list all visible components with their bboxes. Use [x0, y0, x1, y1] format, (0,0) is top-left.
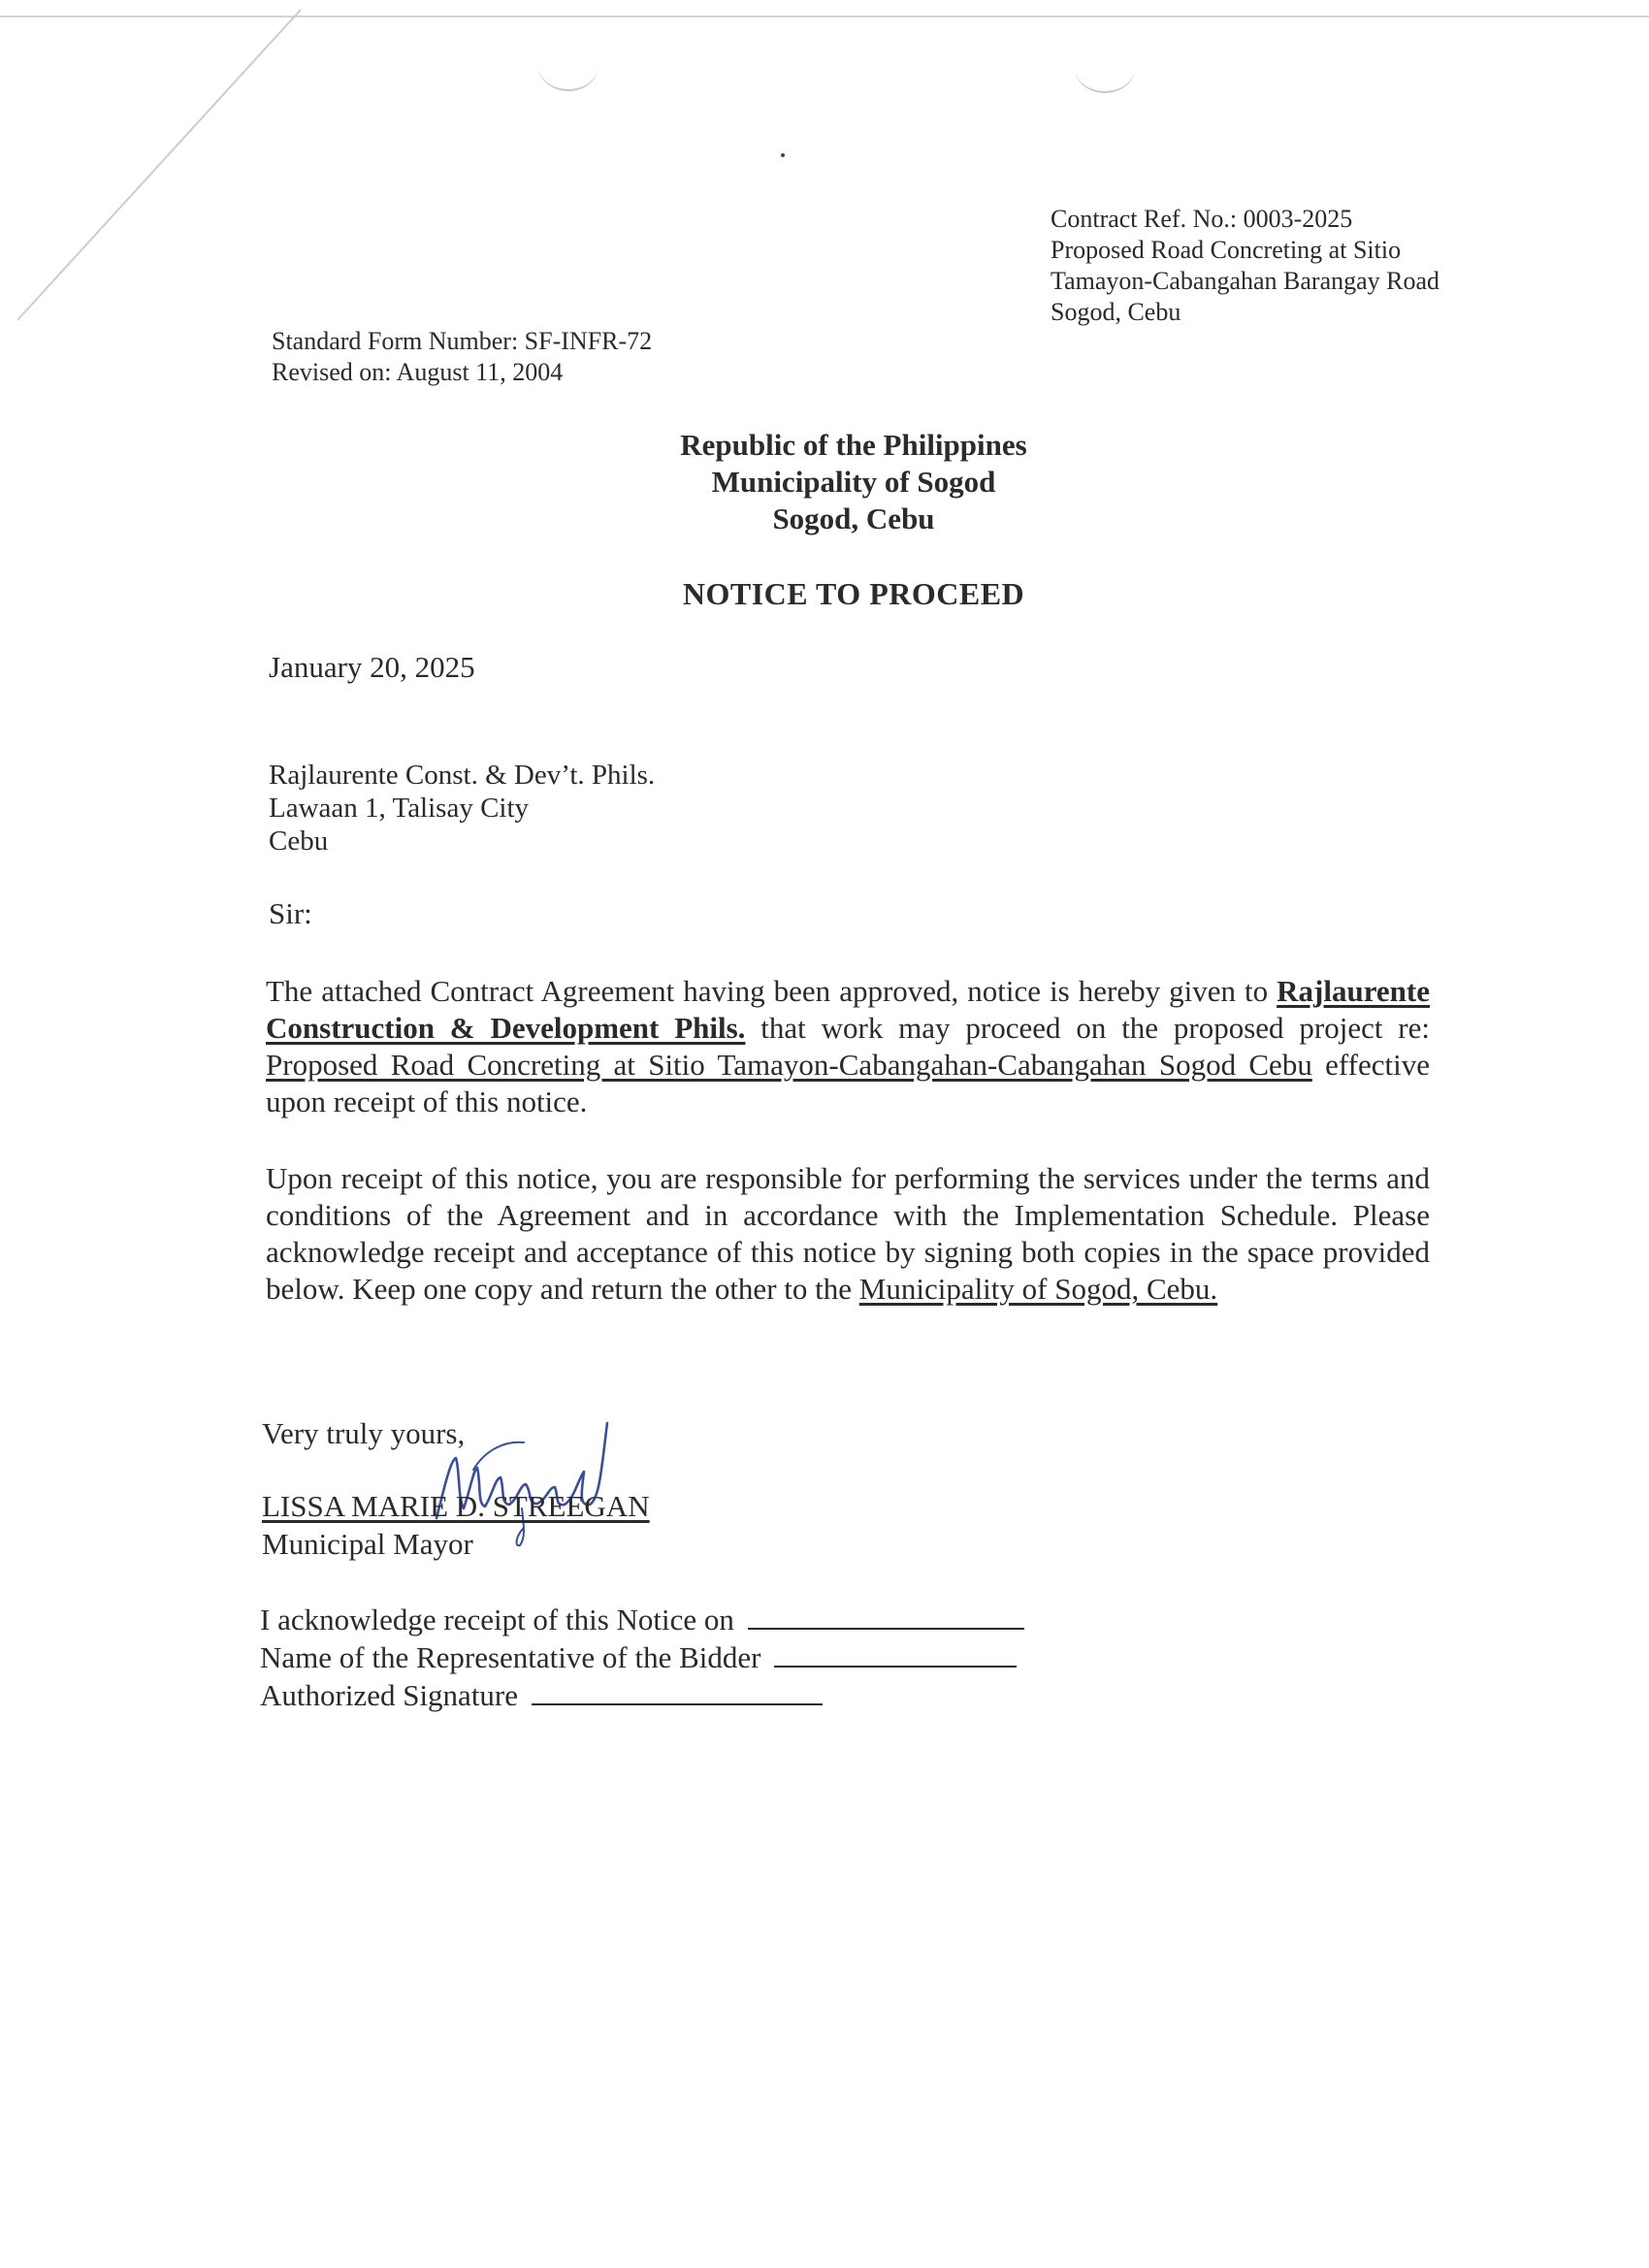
contract-ref-project-line2: Tamayon-Cabangahan Barangay Road [1051, 267, 1440, 295]
form-info [272, 326, 854, 388]
addressee-company: Rajlaurente Const. & Dev’t. Phils. [269, 760, 656, 791]
signer-name: LISSA MARIE D. STREEGAN [262, 1489, 650, 1523]
contract-ref-location: Sogod, Cebu [1051, 298, 1181, 326]
punch-hole-left [538, 41, 598, 91]
ack-signature-row [260, 1676, 1024, 1714]
paragraph-instructions [266, 1160, 1430, 1308]
header-republic: Republic of the Philippines [680, 428, 1027, 462]
paragraph-notice [266, 973, 1430, 1120]
punch-hole-right [1075, 43, 1135, 93]
contractor-name: Rajlaurente Construction & Development Phils. [266, 974, 1431, 1045]
paragraph-notice-intro: The attached Contract Agreement having been approved, notice is hereby given to [266, 974, 1269, 1008]
contract-ref-project-line1: Proposed Road Concreting at Sitio [1051, 236, 1402, 264]
paragraph-notice-mid: that work may proceed on the proposed project re: [760, 1011, 1431, 1045]
ack-receipt-date-line[interactable] [748, 1603, 1024, 1630]
contract-reference [1051, 204, 1633, 328]
municipality-name: Municipality of Sogod, Cebu. [858, 1272, 1218, 1306]
ack-receipt-row [260, 1601, 1024, 1638]
ack-signature-line[interactable] [532, 1678, 823, 1705]
paragraph-instructions-text: Upon receipt of this notice, you are responsible for performing the services under the terms and conditions of the Agreement and in accordance with the Implementation Schedule. Please acknowledge receipt and acceptance of this notice by signing both copies in the space provided below. Keep one copy and return the other to the [266, 1161, 1430, 1306]
project-name: Proposed Road Concreting at Sitio Tamayon-Cabangahan-Cabangahan Sogod Cebu [266, 1048, 1312, 1082]
ack-representative-line[interactable] [774, 1640, 1017, 1668]
ack-signature-label: Authorized Signature [260, 1678, 519, 1712]
letter-date: January 20, 2025 [269, 650, 475, 684]
form-number: Standard Form Number: SF-INFR-72 [272, 327, 653, 355]
document-title: NOTICE TO PROCEED [682, 576, 1025, 611]
addressee-address-line1: Lawaan 1, Talisay City [269, 793, 530, 824]
signer-title: Municipal Mayor [262, 1527, 473, 1561]
addressee-address-line2: Cebu [269, 826, 329, 857]
paragraph-notice-end: effective upon receipt of this notice. [266, 1048, 1431, 1118]
ack-representative-label: Name of the Representative of the Bidder [260, 1640, 761, 1674]
addressee-block [269, 759, 655, 858]
valediction: Very truly yours, [262, 1416, 466, 1450]
form-revised-date: Revised on: August 11, 2004 [272, 358, 564, 386]
contract-ref-number: Contract Ref. No.: 0003-2025 [1051, 205, 1353, 233]
header-municipality: Municipality of Sogod [711, 465, 996, 499]
ack-representative-row [260, 1638, 1024, 1676]
ack-receipt-label: I acknowledge receipt of this Notice on [260, 1603, 734, 1636]
page-fold-mark [0, 0, 310, 330]
scan-speck [781, 153, 785, 157]
letterhead [0, 427, 1649, 537]
header-location: Sogod, Cebu [772, 502, 935, 535]
acknowledgement-block [260, 1601, 1024, 1714]
salutation: Sir: [269, 896, 312, 930]
